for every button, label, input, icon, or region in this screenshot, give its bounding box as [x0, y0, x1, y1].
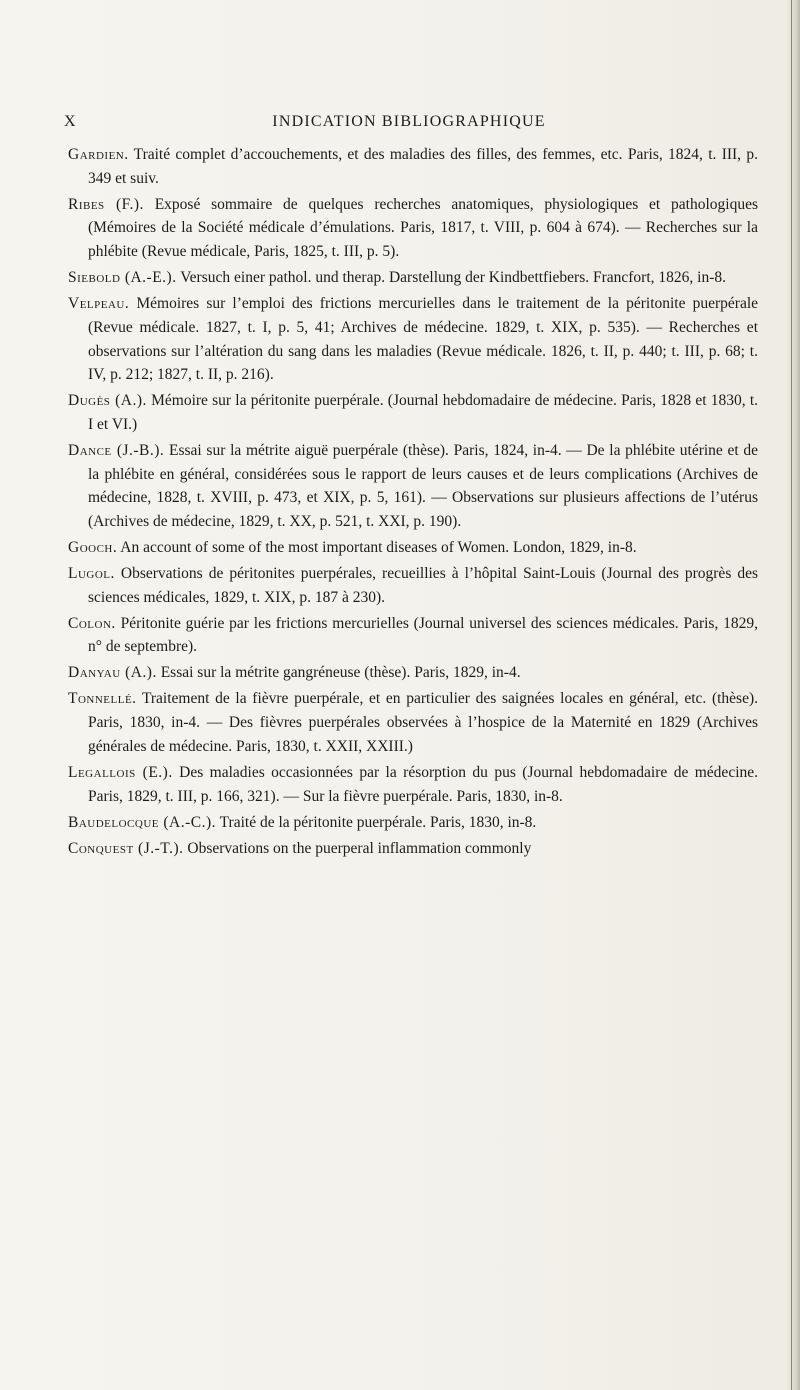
bibliography-list — [68, 143, 758, 863]
entry-author: Velpeau. — [68, 295, 130, 313]
bibliography-entry — [68, 562, 758, 609]
entry-text: Mémoire sur la péritonite puerpérale. (Journal hebdomadaire de médecine. Paris, 1828 et 1830, t. I et VI.) — [88, 392, 759, 433]
page-edge-line — [791, 0, 792, 1390]
entry-text: Des maladies occasionnées par la résorption du pus (Journal hebdomadaire de médecine. Paris, 1829, t. III, p. 166, 321). — Sur la fièvre puerpérale. Paris, 1830, in-8. — [88, 763, 759, 805]
entry-text: Observations de péritonites puerpérales, recueillies à l’hôpital Saint-Louis (Journal des progrès des sciences médicales, 1829, t. XIX, p. 187 à 230). — [88, 565, 759, 606]
entry-author: Lugol. — [68, 565, 115, 583]
bibliography-entry — [68, 439, 758, 534]
entry-author: Conquest (J.-T.). — [68, 839, 184, 857]
entry-text: Traitement de la fièvre puerpérale, et en particulier des saignées locales en général, etc. (thèse). Paris, 1830, in-4. — Des fièvres puerpérales observées à l’hospice de la Maternité en 1829 (Archives générales de médecine. Paris, 1830, t. XXII, XXIII.) — [88, 690, 758, 755]
entry-author: Gardien. — [68, 146, 129, 163]
entry-author: Tonnellé. — [68, 690, 137, 708]
entry-author: Legallois (E.). — [68, 763, 173, 781]
entry-text: Versuch einer pathol. und therap. Darstellung der Kindbettfiebers. Francfort, 1826, in-8. — [180, 269, 726, 287]
entry-text: An account of some of the most important diseases of Women. London, 1829, in-8. — [120, 539, 637, 557]
entry-text: Péritonite guérie par les frictions mercurielles (Journal universel des sciences médicales. Paris, 1829, n° de septembre). — [88, 614, 759, 656]
bibliography-entry — [68, 687, 758, 758]
entry-author: Dance (J.-B.). — [68, 441, 165, 459]
bibliography-entry — [68, 143, 758, 190]
bibliography-entry — [68, 837, 758, 861]
entry-author: Danyau (A.). — [68, 664, 157, 682]
entry-author: Ribes (F.). — [68, 195, 144, 213]
entry-text: Traité de la péritonite puerpérale. Paris, 1830, in-8. — [219, 813, 537, 831]
entry-text: Traité complet d’accouchements, et des maladies des filles, des femmes, etc. Paris, 1824, t. III, p. 349 et suiv. — [88, 146, 758, 187]
bibliography-entry — [68, 761, 758, 808]
entry-author: Baudelocque (A.-C.). — [68, 813, 217, 831]
page-edge-shadow — [786, 0, 800, 1390]
entry-text: Exposé sommaire de quelques recherches anatomiques, physiologiques et pathologiques (Mémoires de la Société médicale d’émulations. Paris, 1817, t. VIII, p. 604 à 674). — Recherches sur la phlébite (Revue médicale, Paris, 1825, t. III, p. 5). — [88, 195, 758, 261]
page-number: X — [64, 113, 77, 130]
bibliography-entry — [68, 811, 758, 835]
entry-author: Siebold (A.-E.). — [68, 269, 177, 287]
entry-text: Essai sur la métrite aiguë puerpérale (thèse). Paris, 1824, in-4. — De la phlébite utérine et de la phlébite en général, considérées sous le rapport de leurs causes et de leurs complications (Archives de médecine, 1828, t. XVIII, p. 473, et XIX, p. 5, 161). — Observations sur plusieurs affections de l’utérus (Archives de médecine, 1829, t. XX, p. 521, t. XXI, p. 190). — [88, 441, 758, 531]
bibliography-entry — [68, 193, 758, 264]
entry-text: Essai sur la métrite gangréneuse (thèse). Paris, 1829, in-4. — [160, 664, 521, 682]
running-title: INDICATION BIBLIOGRAPHIQUE — [272, 113, 546, 130]
bibliography-entry — [68, 389, 758, 436]
entry-author: Gooch. — [68, 539, 118, 557]
bibliography-entry — [68, 536, 758, 560]
bibliography-entry — [68, 266, 758, 290]
entry-author: Dugès (A.). — [68, 392, 147, 410]
bibliography-entry — [68, 292, 758, 387]
entry-text: Mémoires sur l’emploi des frictions mercurielles dans le traitement de la péritonite puerpérale (Revue médicale. 1827, t. I, p. 5, 41; Archives de médecine. 1829, t. XIX, p. 535). — Recherches et observations sur l’altération du sang dans les maladies (Revue médicale. 1826, t. II, p. 440; t. III, p. 68; t. IV, p. 212; 1827, t. II, p. 216). — [88, 295, 759, 384]
page-header — [64, 113, 754, 135]
entry-text: Observations on the puerperal inflammation commonly — [187, 839, 532, 857]
entry-author: Colon. — [68, 614, 116, 632]
bibliography-entry — [68, 661, 758, 685]
bibliography-entry — [68, 612, 758, 659]
